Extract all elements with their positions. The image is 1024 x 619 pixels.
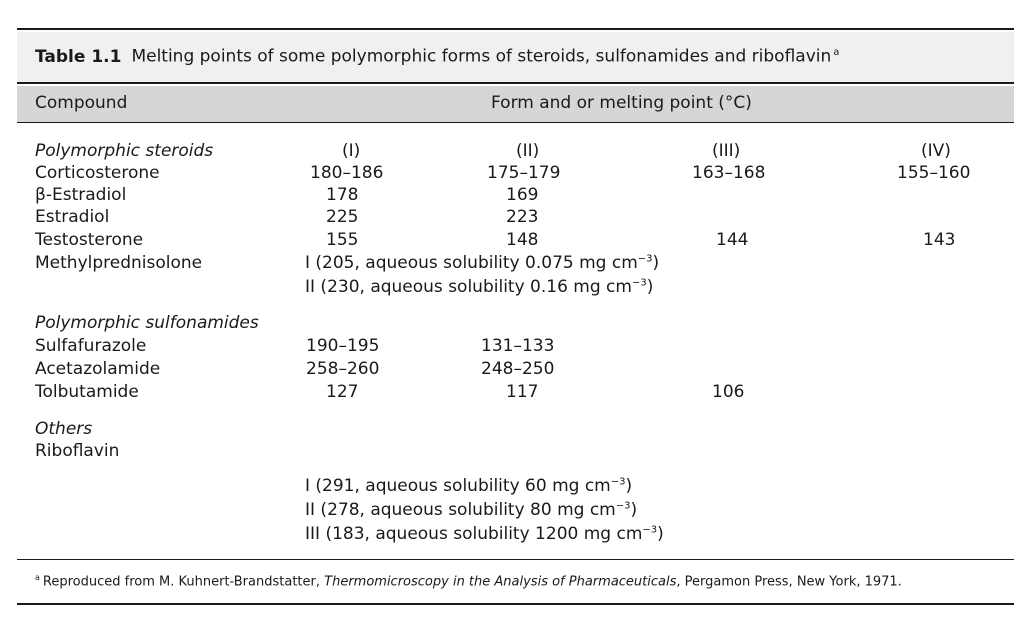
solubility-note: I (205, aqueous solubility 0.075 mg $cm^{-3}$) — [305, 253, 660, 273]
compound-name: Tolbutamide — [35, 382, 139, 402]
bottom-rule — [17, 603, 1014, 605]
title-footnote-marker: a — [833, 47, 840, 58]
footnote-pre: Reproduced from M. Kuhnert-Brandstatter, — [42, 574, 320, 590]
form-label-4: (IV) — [921, 141, 951, 161]
table-label: Table 1.1 — [35, 46, 122, 67]
compound-name: Acetazolamide — [35, 359, 161, 379]
header-compound: Compound — [35, 93, 128, 113]
value-cell: 155–160 — [897, 163, 971, 183]
top-rule — [17, 28, 1014, 30]
caption-rule — [17, 82, 1014, 84]
solubility-note: II (278, aqueous solubility 80 mg $cm^{-3}$) — [305, 500, 638, 520]
compound-name: Estradiol — [35, 207, 110, 227]
value-cell: 223 — [506, 207, 539, 227]
value-cell: 190–195 — [306, 336, 380, 356]
value-cell: 143 — [923, 230, 956, 250]
solubility-note: III (183, aqueous solubility 1200 mg $cm^{-3}$) — [305, 524, 664, 544]
value-cell: 155 — [326, 230, 359, 250]
header-rule — [17, 122, 1014, 123]
value-cell: 178 — [326, 185, 359, 205]
header-form: Form and or melting point (°C) — [491, 93, 752, 113]
compound-name: Corticosterone — [35, 163, 160, 183]
footnote-post: , Pergamon Press, New York, 1971. — [676, 574, 902, 590]
value-cell: 106 — [712, 382, 745, 402]
compound-name: β-Estradiol — [35, 185, 127, 205]
form-label-3: (III) — [712, 141, 741, 161]
value-cell: 144 — [716, 230, 749, 250]
form-label-1: (I) — [342, 141, 361, 161]
table-title: Melting points of some polymorphic forms of steroids, sulfonamides and riboflavin — [131, 46, 832, 67]
footnote-marker: a — [35, 573, 40, 582]
compound-name: Methylprednisolone — [35, 253, 203, 273]
value-cell: 163–168 — [692, 163, 766, 183]
section-steroids-heading: Polymorphic steroids — [35, 141, 214, 161]
compound-name: Riboflavin — [35, 441, 120, 461]
value-cell: 131–133 — [481, 336, 555, 356]
value-cell: 225 — [326, 207, 359, 227]
footnote-source-title: Thermomicroscopy in the Analysis of Pharmaceuticals — [324, 574, 677, 590]
value-cell: 169 — [506, 185, 539, 205]
value-cell: 258–260 — [306, 359, 380, 379]
section-sulfonamides-heading: Polymorphic sulfonamides — [35, 313, 259, 333]
value-cell: 175–179 — [487, 163, 561, 183]
table-footnote — [35, 574, 902, 588]
section-others-heading: Others — [35, 419, 93, 439]
compound-name: Sulfafurazole — [35, 336, 147, 356]
value-cell: 117 — [506, 382, 539, 402]
solubility-note: II (230, aqueous solubility 0.16 mg $cm^{-3}$) — [305, 277, 654, 297]
value-cell: 180–186 — [310, 163, 384, 183]
form-label-2: (II) — [516, 141, 540, 161]
compound-name: Testosterone — [35, 230, 144, 250]
solubility-note: I (291, aqueous solubility 60 mg $cm^{-3}$) — [305, 476, 633, 496]
value-cell: 248–250 — [481, 359, 555, 379]
value-cell: 127 — [326, 382, 359, 402]
footnote-rule — [17, 559, 1014, 560]
value-cell: 148 — [506, 230, 539, 250]
table-caption — [35, 48, 839, 66]
